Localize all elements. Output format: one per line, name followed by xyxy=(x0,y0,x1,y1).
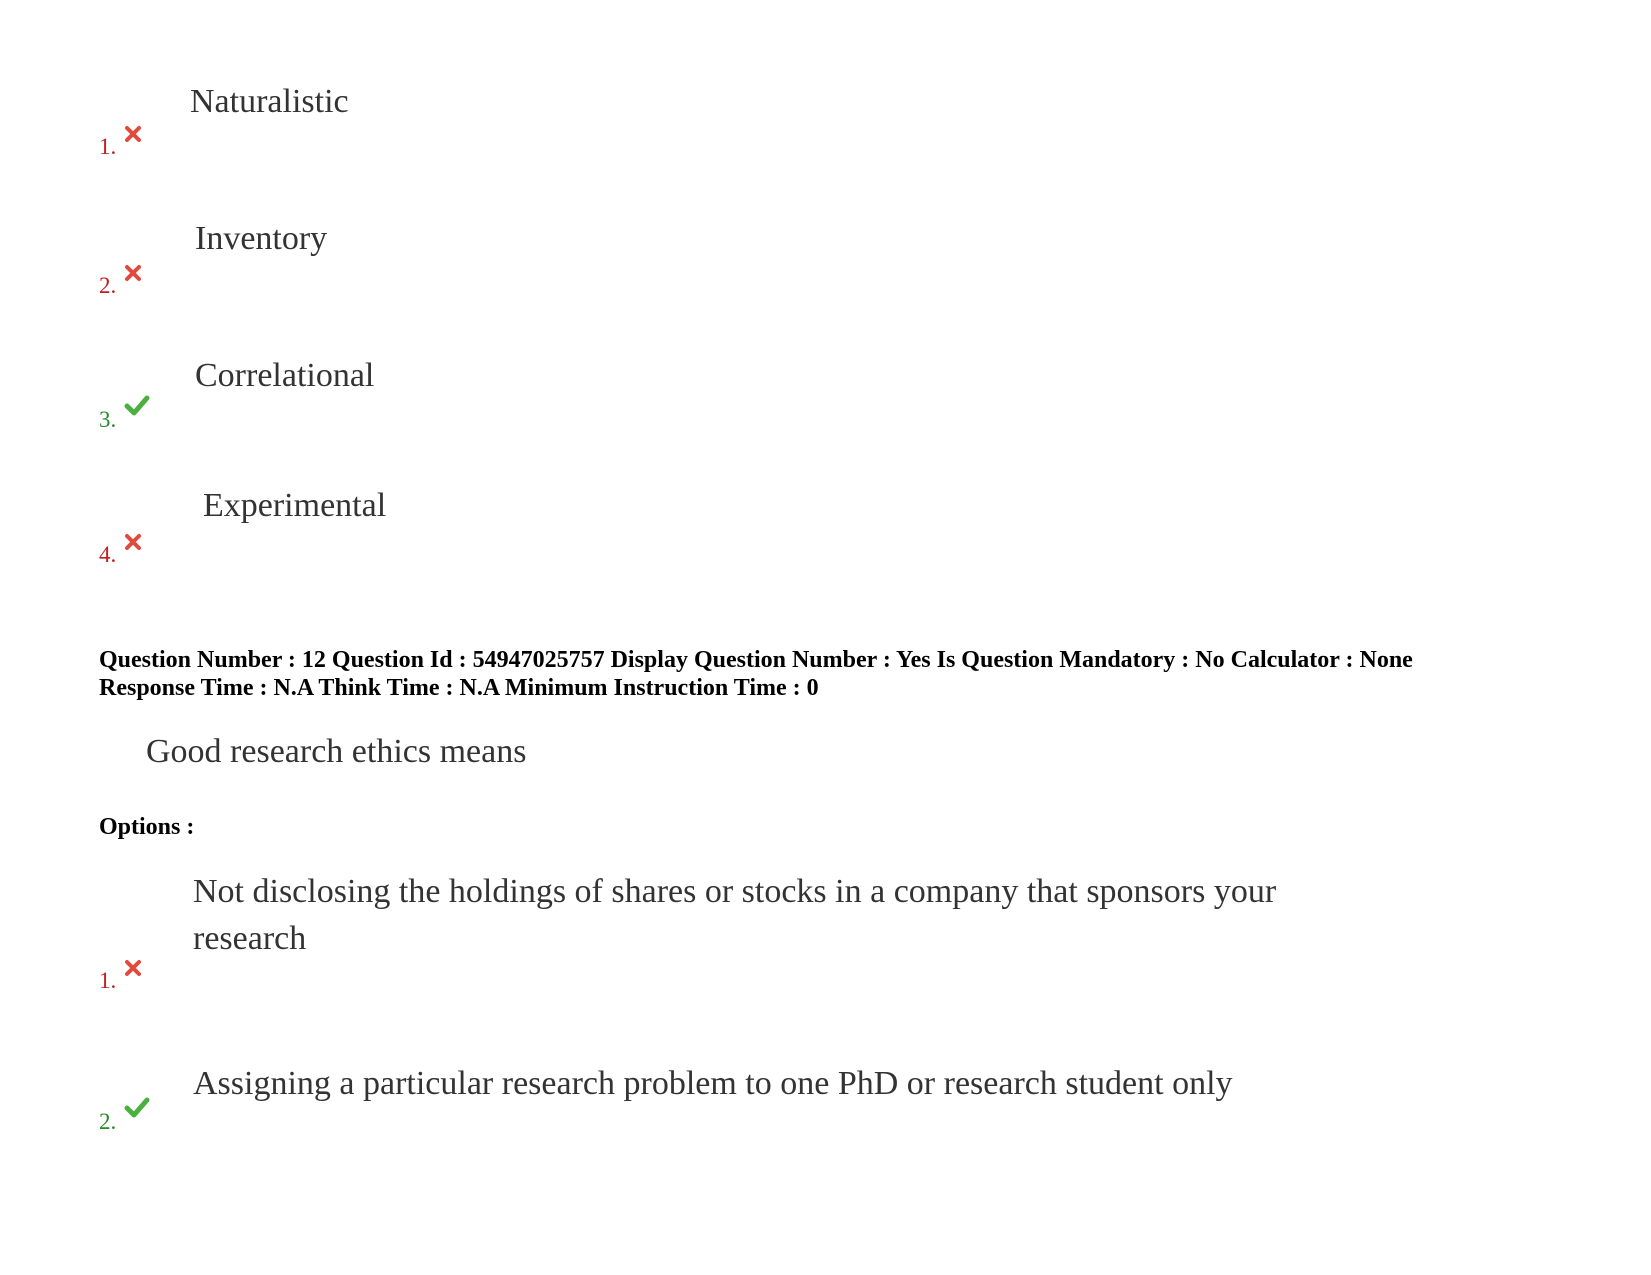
option-number: 1. xyxy=(99,968,117,993)
cross-icon xyxy=(124,262,142,288)
option-text: Correlational xyxy=(195,357,375,394)
question-meta-line2: Response Time : N.A Think Time : N.A Minimum Instruction Time : 0 xyxy=(99,675,819,701)
option-number: 1. xyxy=(99,134,117,159)
option-number: 4. xyxy=(99,542,117,567)
option-marker xyxy=(99,1106,150,1134)
option-number: 3. xyxy=(99,407,117,432)
option-text: Not disclosing the holdings of shares or stocks in a company that sponsors your research xyxy=(193,873,1277,957)
option-marker xyxy=(99,404,150,432)
question-meta-line1: Question Number : 12 Question Id : 54947025757 Display Question Number : Yes Is Question Mandatory : No Calculator : None xyxy=(99,647,1413,673)
cross-icon xyxy=(124,531,142,557)
option-text: Experimental xyxy=(203,487,387,524)
option-text: Inventory xyxy=(195,220,328,257)
option-number: 2. xyxy=(99,1109,117,1134)
checkmark-icon xyxy=(124,394,150,422)
option-marker xyxy=(99,272,142,298)
cross-icon xyxy=(124,957,142,983)
option-text: Assigning a particular research problem to one PhD or research student only xyxy=(193,1065,1233,1102)
option-marker xyxy=(99,133,142,159)
option-marker xyxy=(99,967,142,993)
cross-icon xyxy=(124,123,142,149)
option-marker xyxy=(99,541,142,567)
options-label: Options : xyxy=(99,814,195,840)
option-text: Naturalistic xyxy=(190,83,349,120)
checkmark-icon xyxy=(124,1096,150,1124)
option-number: 2. xyxy=(99,273,117,298)
question-text: Good research ethics means xyxy=(146,733,527,770)
